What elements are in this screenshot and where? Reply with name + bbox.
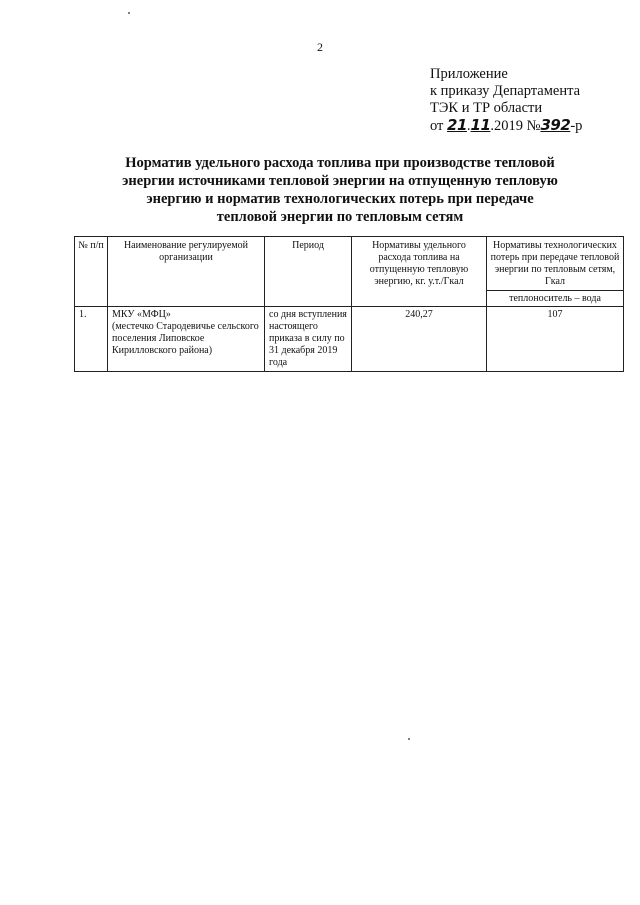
cell-org	[108, 307, 265, 372]
appendix-line-1: Приложение	[430, 66, 508, 82]
scan-speck-bottom	[408, 738, 410, 740]
title-line-3: энергию и норматив технологических потерь при передаче	[146, 191, 534, 207]
order-suffix: -р	[570, 118, 583, 134]
date-separator: .	[466, 118, 471, 134]
header-loss-subtitle: теплоноситель – вода	[487, 290, 623, 306]
header-loss-label: Нормативы технологических потерь при передаче тепловой энергии по тепловым сетям, Гкал	[490, 240, 620, 287]
scan-speck-top	[128, 12, 130, 14]
header-fuel-norm: Нормативы удельного расхода топлива на отпущенную тепловую энергию, кг. у.т./Гкал	[352, 237, 487, 307]
appendix-line-2: к приказу Департамента	[430, 83, 581, 99]
handwritten-day: 21	[447, 116, 467, 134]
table-header-row	[75, 237, 624, 307]
cell-fuel-value: 240,27	[352, 307, 487, 372]
handwritten-month: 11	[470, 116, 491, 134]
date-year: .2019 №	[490, 118, 541, 134]
table-row	[75, 307, 624, 372]
appendix-date-line	[430, 117, 582, 135]
date-prefix: от	[430, 118, 444, 134]
norms-table	[74, 236, 624, 372]
title-line-4: тепловой энергии по тепловым сетям	[216, 209, 464, 225]
appendix-line-3: ТЭК и ТР области	[430, 100, 543, 116]
cell-num: 1.	[75, 307, 108, 372]
page-number: 2	[317, 40, 323, 54]
title-line-1: Норматив удельного расхода топлива при производстве тепловой	[125, 155, 555, 171]
header-loss-norm	[487, 237, 624, 307]
header-num: № п/п	[75, 237, 108, 307]
org-name: МКУ «МФЦ»	[112, 309, 171, 320]
document-title	[80, 154, 600, 226]
cell-loss-value: 107	[487, 307, 624, 372]
cell-period: со дня вступления настоящего приказа в силу по 31 декабря 2019 года	[265, 307, 352, 372]
org-detail: (местечко Стародевичье сельского поселения Липовское Кирилловского района)	[112, 321, 259, 356]
header-org: Наименование регулируемой организации	[108, 237, 265, 307]
handwritten-order-number: 392	[540, 116, 571, 134]
title-line-2: энергии источниками тепловой энергии на отпущенную тепловую	[122, 173, 558, 189]
header-period: Период	[265, 237, 352, 307]
appendix-block	[430, 66, 582, 135]
